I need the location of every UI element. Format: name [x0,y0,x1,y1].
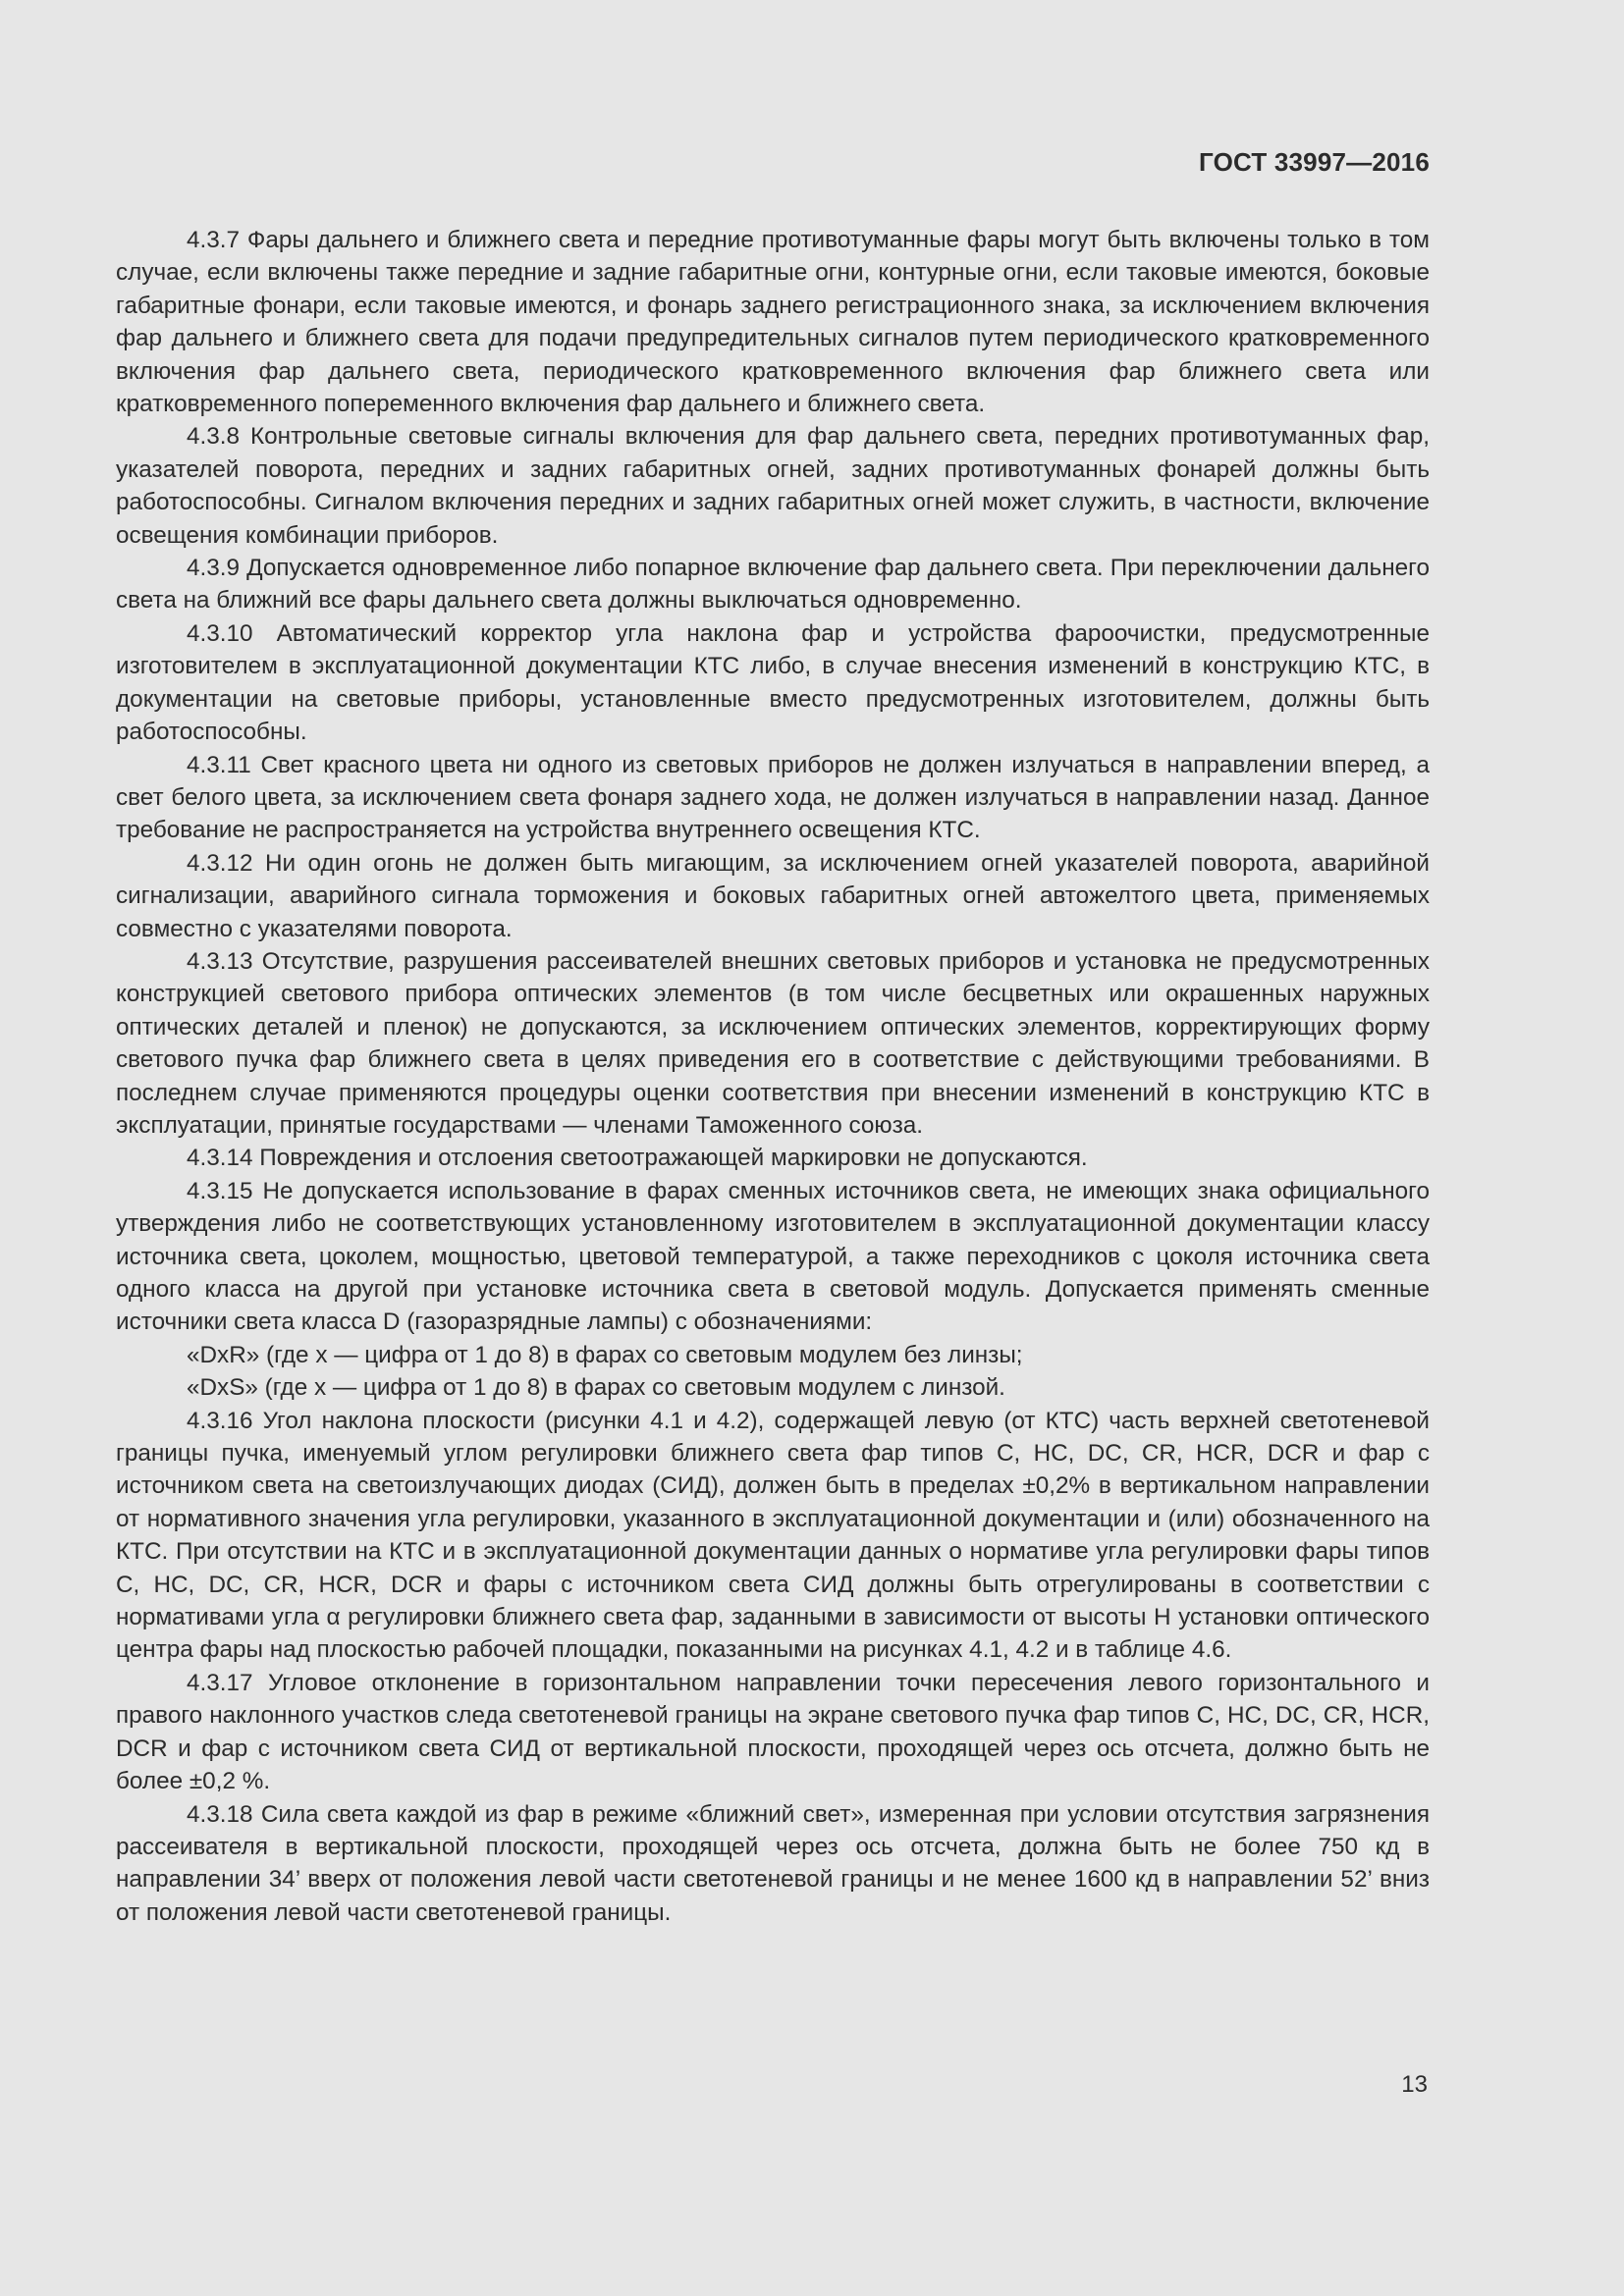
document-body [116,224,1430,1929]
document-header: ГОСТ 33997—2016 [1199,147,1430,177]
paragraph-4-3-14: 4.3.14 Повреждения и отслоения светоотражающей маркировки не допускаются. [187,1145,1088,1172]
page-number: 13 [1401,2071,1428,2098]
paragraph-4-3-9: 4.3.9 Допускается одновременное либо попарное включение фар дальнего света. При переключении дальнего света на ближний все фары дальнего света должны выключаться одновременно. [116,555,1430,614]
paragraph-4-3-10: 4.3.10 Автоматический корректор угла наклона фар и устройства фароочистки, предусмотренные изготовителем в эксплуатационной документации КТС либо, в случае внесения изменений в конструкцию КТС, в документации на световые приборы, установленные вместо предусмотренных изготовителем, должны быть работоспособны. [116,619,1430,746]
list-item-dxs: «DxS» (где x — цифра от 1 до 8) в фарах со световым модулем с линзой. [187,1374,1005,1402]
paragraph-4-3-8: 4.3.8 Контрольные световые сигналы включения для фар дальнего света, передних противотуманных фар, указателей поворота, передних и задних габаритных огней, задних противотуманных фонарей должны быть работоспособны. Сигналом включения передних и задних габаритных огней может служить, в частности, включение освещения комбинации приборов. [116,423,1430,549]
list-item-dxr: «DxR» (где x — цифра от 1 до 8) в фарах со световым модулем без линзы; [187,1341,1023,1368]
paragraph-4-3-15: 4.3.15 Не допускается использование в фарах сменных источников света, не имеющих знака официального утверждения либо не соответствующих установленному изготовителем в эксплуатационной документации классу источника света, цоколем, мощностью, цветовой температурой, а также переходников с цоколя источника света одного класса на другой при установке источника света в световой модуль. Допускается применять сменные источники света класса D (газоразрядные лампы) с обозначениями: [116,1177,1430,1336]
paragraph-4-3-11: 4.3.11 Свет красного цвета ни одного из световых приборов не должен излучаться в направлении вперед, а свет белого цвета, за исключением света фонаря заднего хода, не должен излучаться в направлении назад. Данное требование не распространяется на устройства внутреннего освещения КТС. [116,751,1430,844]
paragraph-4-3-13: 4.3.13 Отсутствие, разрушения рассеивателей внешних световых приборов и установка не предусмотренных конструкцией светового прибора оптических элементов (в том числе бесцветных или окрашенных наружных оптических деталей и пленок) не допускаются, за исключением оптических элементов, корректирующих форму светового пучка фар ближнего света в целях приведения его в соответствие с действующими требованиями. В последнем случае применяются процедуры оценки соответствия при внесении изменений в конструкцию КТС в эксплуатации, принятые государствами — членами Таможенного союза. [116,947,1430,1139]
paragraph-4-3-16: 4.3.16 Угол наклона плоскости (рисунки 4.1 и 4.2), содержащей левую (от КТС) часть верхней светотеневой границы пучка, именуемый углом регулировки ближнего света фар типов C, HC, DC, CR, HCR, DCR и фар с источником света на светоизлучающих диодах (СИД), должен быть в пределах ±0,2% в вертикальном направлении от нормативного значения угла регулировки, указанного в эксплуатационной документации и (или) обозначенного на КТС. При отсутствии на КТС и в эксплуатационной документации данных о нормативе угла регулировки фары типов C, HC, DC, CR, HCR, DCR и фары с источником света СИД должны быть отрегулированы в соответствии с нормативами угла α регулировки ближнего света фар, заданными в зависимости от высоты H установки оптического центра фары над плоскостью рабочей площадки, показанными на рисунках 4.1, 4.2 и в таблице 4.6. [116,1407,1430,1664]
paragraph-4-3-18: 4.3.18 Сила света каждой из фар в режиме «ближний свет», измеренная при условии отсутствия загрязнения рассеивателя в вертикальной плоскости, проходящей через ось отсчета, должна быть не более 750 кд в направлении 34’ вверх от положения левой части светотеневой границы и не менее 1600 кд в направлении 52’ вниз от положения левой части светотеневой границы. [116,1800,1430,1926]
paragraph-4-3-12: 4.3.12 Ни один огонь не должен быть мигающим, за исключением огней указателей поворота, аварийной сигнализации, аварийного сигнала торможения и боковых габаритных огней автожелтого цвета, применяемых совместно с указателями поворота. [116,849,1430,942]
paragraph-4-3-17: 4.3.17 Угловое отклонение в горизонтальном направлении точки пересечения левого горизонтального и правого наклонного участков следа светотеневой границы на экране светового пучка фар типов C, HC, DC, CR, HCR, DCR и фар с источником света СИД от вертикальной плоскости, проходящей через ось отсчета, должно быть не более ±0,2 %. [116,1669,1430,1795]
paragraph-4-3-7: 4.3.7 Фары дальнего и ближнего света и передние противотуманные фары могут быть включены только в том случае, если включены также передние и задние габаритные огни, контурные огни, если таковые имеются, боковые габаритные фонари, если таковые имеются, и фонарь заднего регистрационного знака, за исключением включения фар дальнего и ближнего света для подачи предупредительных сигналов путем периодического кратковременного включения фар дальнего света, периодического кратковременного включения фар ближнего света или кратковременного попеременного включения фар дальнего и ближнего света. [116,227,1430,418]
